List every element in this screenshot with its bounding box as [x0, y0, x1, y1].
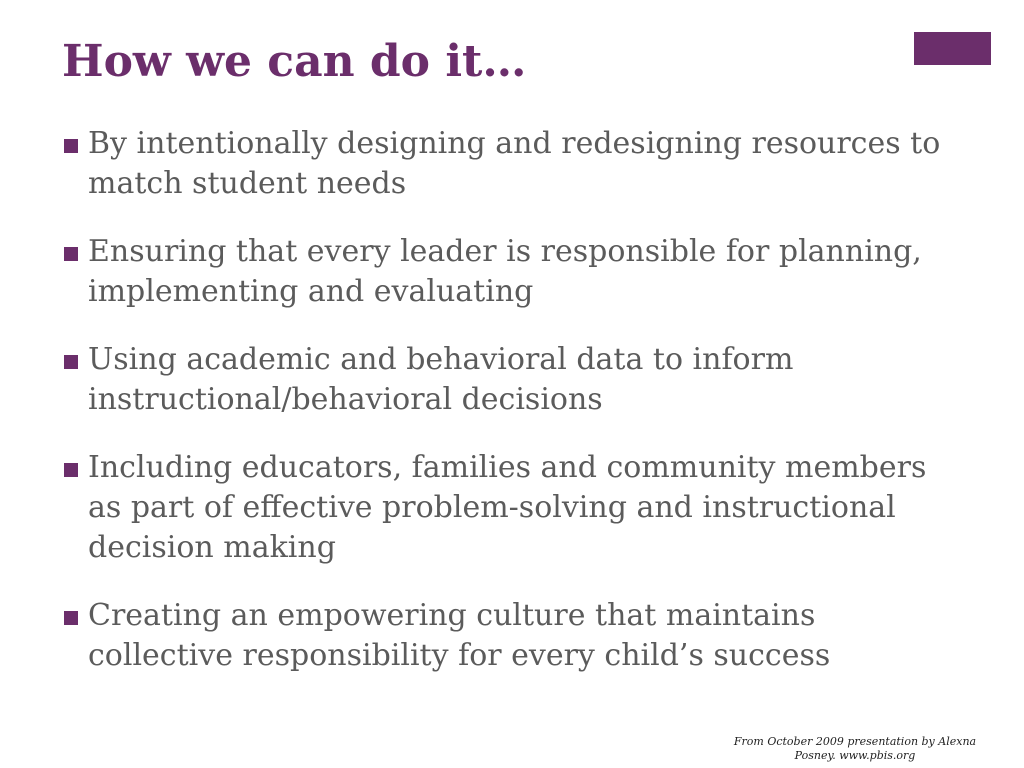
square-bullet-icon	[64, 247, 78, 261]
bullet-text: By intentionally designing and redesigning resources to match student needs	[88, 126, 941, 201]
source-footnote: From October 2009 presentation by Alexna Posney. www.pbis.org	[733, 735, 977, 762]
bullet-text: Including educators, families and community members as part of effective problem-solving and instructional decision making	[88, 450, 927, 565]
bullet-list	[62, 124, 962, 704]
square-bullet-icon	[64, 611, 78, 625]
bullet-item	[62, 232, 962, 312]
bullet-text: Ensuring that every leader is responsible for planning, implementing and evaluating	[88, 234, 922, 309]
square-bullet-icon	[64, 139, 78, 153]
bullet-item	[62, 448, 962, 568]
bullet-item	[62, 596, 962, 676]
bullet-text: Creating an empowering culture that maintains collective responsibility for every child’s success	[88, 598, 831, 673]
square-bullet-icon	[64, 355, 78, 369]
accent-block	[914, 32, 991, 65]
bullet-text: Using academic and behavioral data to inform instructional/behavioral decisions	[88, 342, 794, 417]
bullet-item	[62, 124, 962, 204]
slide-title: How we can do it…	[62, 36, 527, 87]
square-bullet-icon	[64, 463, 78, 477]
bullet-item	[62, 340, 962, 420]
